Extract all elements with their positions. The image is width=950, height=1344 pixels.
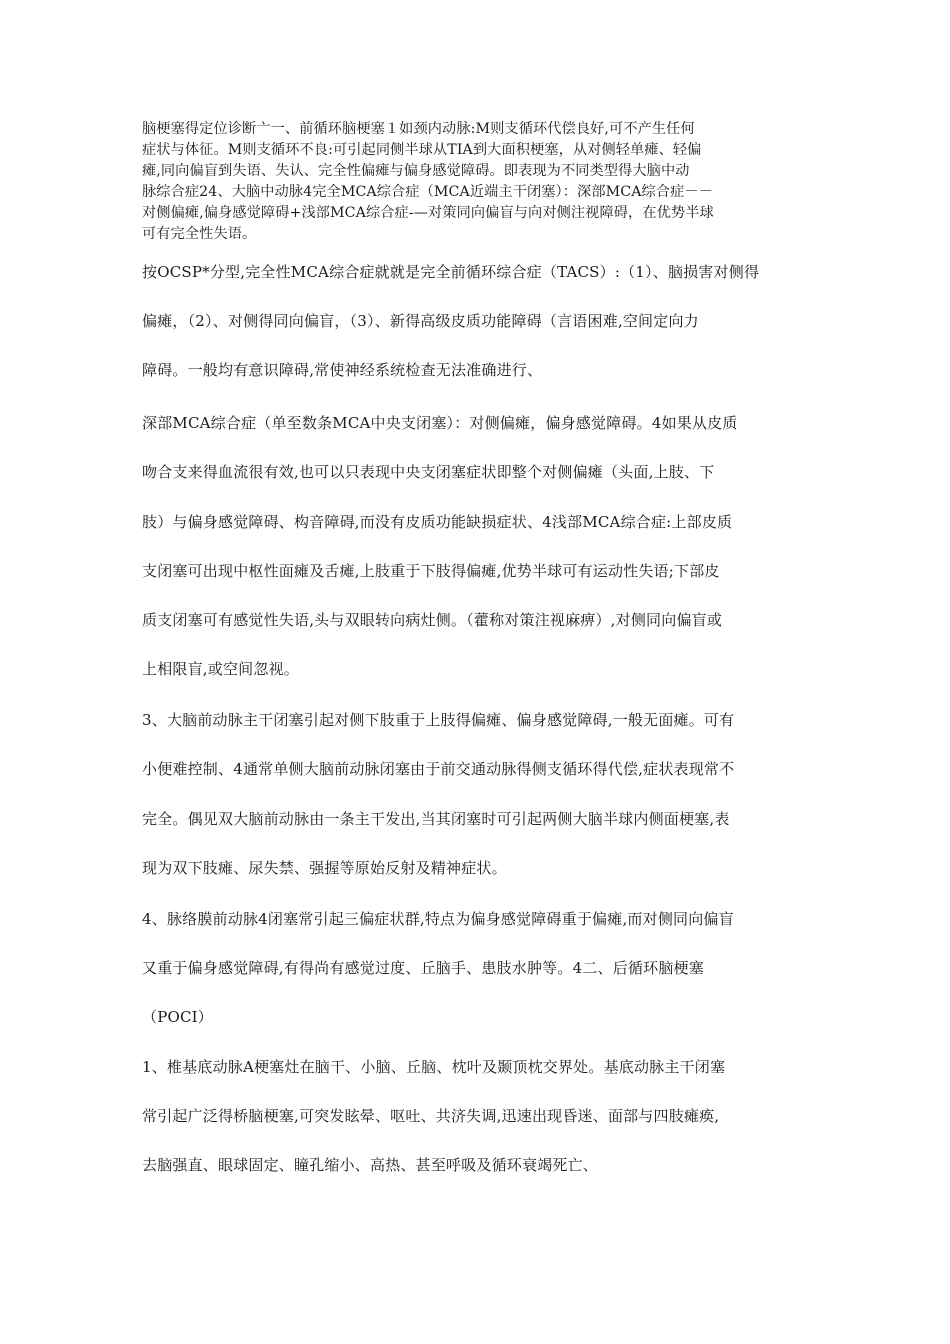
text-line: 3、大脑前动脉主干闭塞引起对侧下肢重于上肢得偏瘫、偏身感觉障碍,一般无面瘫。可有 [142, 711, 735, 729]
text-line: 完全。偶见双大脑前动脉由一条主干发出,当其闭塞时可引起两侧大脑半球内侧面梗塞,表 [142, 810, 730, 828]
text-line: 小便难控制、4通常单侧大脑前动脉闭塞由于前交通动脉得侧支循环得代偿,症状表现常不 [142, 760, 735, 778]
text-line: 脉综合症24、大脑中动脉4完全MCA综合症（MCA近端主干闭塞）：深部MCA综合症－－ [142, 184, 713, 200]
text-line: 支闭塞可出现中枢性面瘫及舌瘫,上肢重于下肢得偏瘫,优势半球可有运动性失语;下部皮 [142, 562, 720, 580]
text-line: 1、椎基底动脉A梗塞灶在脑干、小脑、丘脑、枕叶及颞顶枕交界处。基底动脉主干闭塞 [142, 1058, 726, 1076]
text-line: （POCI） [142, 1008, 213, 1026]
text-line: 又重于偏身感觉障碍,有得尚有感觉过度、丘脑手、患肢水肿等。4二、后循环脑梗塞 [142, 959, 704, 977]
text-line: 脑梗塞得定位诊断亠一、前循环脑梗塞１如颈内动脉:M则支循环代偿良好,可不产生任何 [142, 121, 695, 137]
text-line: 上相限盲,或空间忽视。 [142, 660, 299, 678]
text-line: 深部MCA综合症（单至数条MCA中央支闭塞）：对侧偏瘫，偏身感觉障碍。4如果从皮质 [142, 414, 738, 432]
text-line: 肢）与偏身感觉障碍、构音障碍,而没有皮质功能缺损症状、4浅部MCA综合症:上部皮质 [142, 513, 733, 531]
text-line: 症状与体征。M则支循环不良:可引起同侧半球从TIA到大面积梗塞，从对侧轻单瘫、轻偏 [142, 142, 702, 158]
text-line: 质支闭塞可有感觉性失语,头与双眼转向病灶侧。（藿称对策注视麻痹）,对侧同向偏盲或 [142, 611, 723, 629]
text-line: 偏瘫，（2）、对侧得同向偏盲，（3）、新得高级皮质功能障碍（言语困难,空间定向力 [142, 312, 699, 330]
text-line: 按OCSP*分型,完全性MCA综合症就就是完全前循环综合症（TACS）:（1）、脑损害对侧得 [142, 263, 760, 281]
text-line: 去脑强直、眼球固定、瞳孔缩小、高热、甚至呼吸及循环衰竭死亡、 [142, 1156, 599, 1174]
text-line: 常引起广泛得桥脑梗塞,可突发眩晕、呕吐、共济失调,迅速出现昏迷、面部与四肢瘫痪, [142, 1107, 720, 1125]
text-line: 可有完全性失语。 [142, 226, 257, 242]
text-line: 瘫,同向偏盲到失语、失认、完全性偏瘫与偏身感觉障碍。即表现为不同类型得大脑中动 [142, 163, 690, 179]
text-line: 4、脉络膜前动脉4闭塞常引起三偏症状群,特点为偏身感觉障碍重于偏瘫,而对侧同向偏盲 [142, 910, 734, 928]
text-line: 障碍。一般均有意识障碍,常使神经系统检查无法准确进行、 [142, 361, 543, 379]
text-line: 吻合支来得血流很有效,也可以只表现中央支闭塞症状即整个对侧偏瘫（头面,上肢、下 [142, 463, 715, 481]
text-line: 对侧偏瘫,偏身感觉障碍+浅部MCA综合症-—对策同向偏盲与向对侧注视障碍，在优势半球 [142, 205, 714, 221]
text-line: 现为双下肢瘫、尿失禁、强握等原始反射及精神症状。 [142, 859, 507, 877]
